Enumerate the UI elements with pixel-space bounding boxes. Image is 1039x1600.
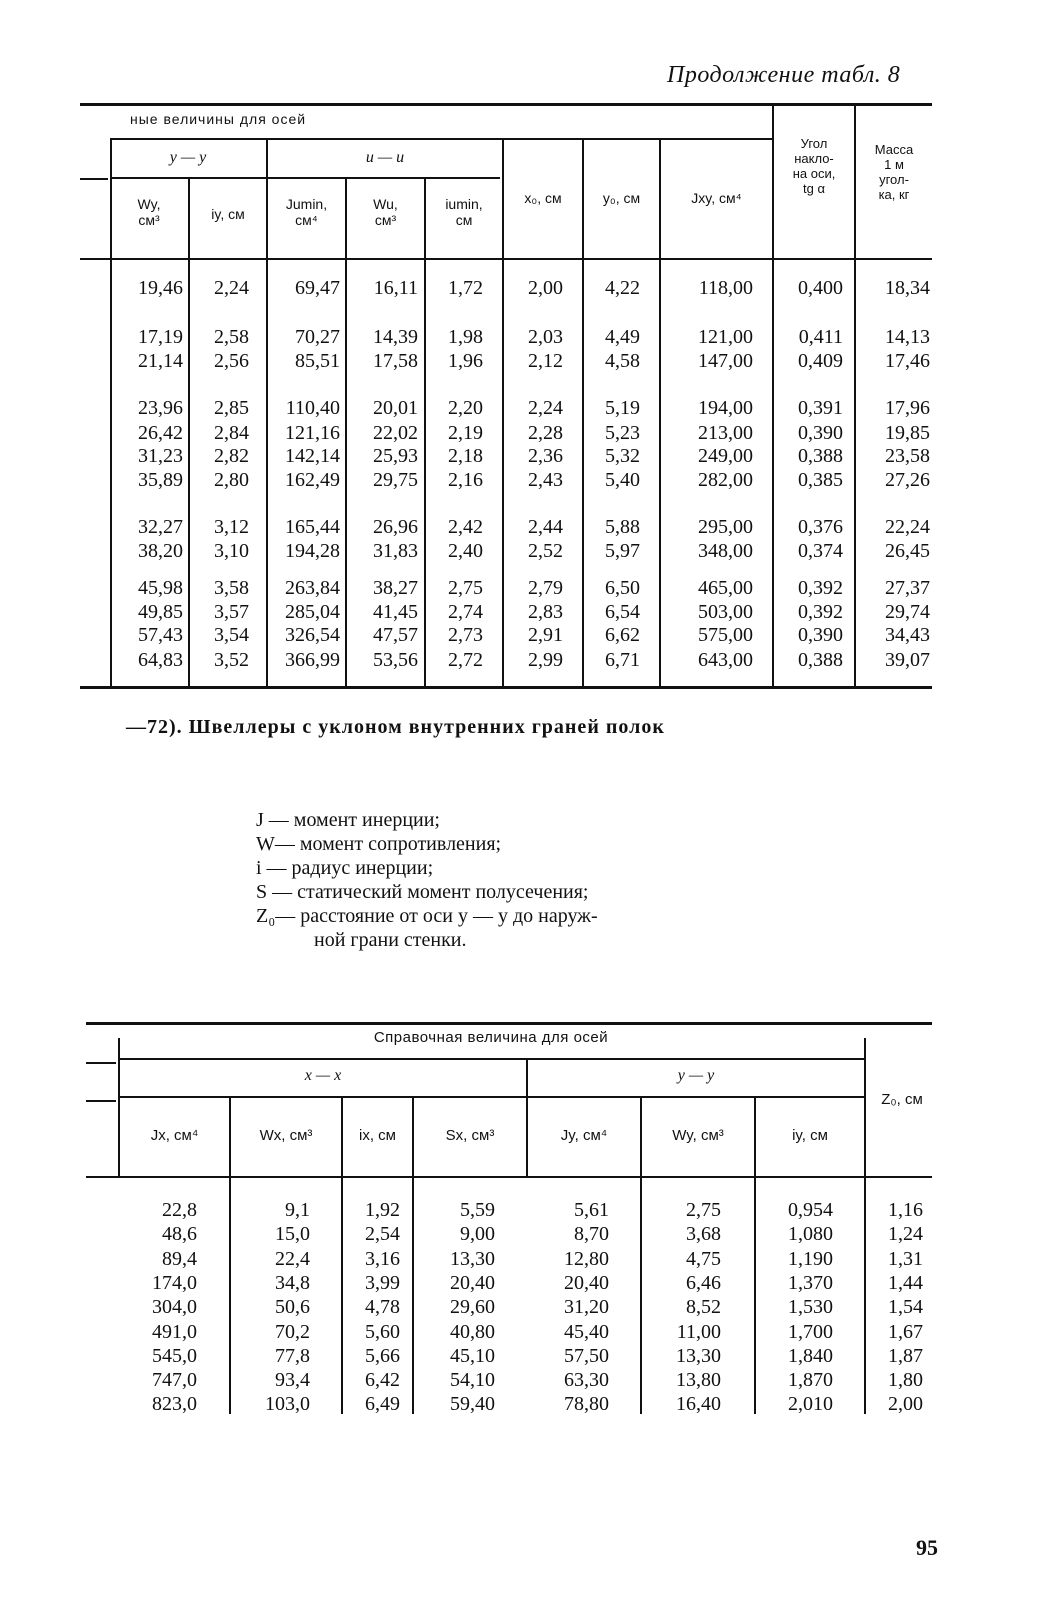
table-cell: 0,376 xyxy=(798,516,843,538)
table-cell: 2,00 xyxy=(888,1393,923,1416)
table-cell: 41,45 xyxy=(373,601,418,623)
table-cell: 26,42 xyxy=(138,422,183,444)
table-cell: 53,56 xyxy=(373,649,418,671)
table-cell: 2,73 xyxy=(448,624,483,646)
col-header-wx: Wx, см³ xyxy=(259,1127,313,1144)
table-cell: 0,390 xyxy=(798,422,843,444)
table-cell: 1,840 xyxy=(788,1344,833,1367)
table-cell: 35,89 xyxy=(138,469,183,491)
table-cell: 1,96 xyxy=(448,350,483,372)
col-header-iy2: iy, см xyxy=(792,1127,828,1144)
table-cell: 1,80 xyxy=(888,1369,923,1392)
table-cell: 0,390 xyxy=(798,624,843,646)
table-cell: 54,10 xyxy=(450,1369,495,1392)
table-cell: 1,92 xyxy=(365,1199,400,1221)
table-cell: 1,44 xyxy=(888,1271,923,1294)
table-cell: 194,00 xyxy=(698,397,753,419)
table-cell: 5,59 xyxy=(460,1199,495,1221)
table-cell: 2,43 xyxy=(528,469,563,491)
col-header-ix: ix, см xyxy=(359,1127,396,1144)
table2-z0-header: Z₀, см xyxy=(881,1091,923,1108)
table-cell: 2,42 xyxy=(448,516,483,538)
table-cell: 34,8 xyxy=(275,1271,310,1294)
table-cell: 3,54 xyxy=(214,624,249,646)
table-cell: 17,58 xyxy=(373,350,418,372)
table-cell: 142,14 xyxy=(285,445,340,467)
table-cell: 18,34 xyxy=(885,277,930,299)
table-cell: 1,67 xyxy=(888,1320,923,1343)
table-cell: 9,00 xyxy=(460,1223,495,1246)
col-header-iumin: iumin, см xyxy=(445,196,483,228)
table-cell: 26,96 xyxy=(373,516,418,538)
table2-xx-label: x — x xyxy=(304,1067,342,1084)
table-cell: 295,00 xyxy=(698,516,753,538)
table-cell: 263,84 xyxy=(285,577,340,599)
table-cell: 22,02 xyxy=(373,422,418,444)
table-cell: 11,00 xyxy=(676,1320,721,1343)
table-cell: 1,080 xyxy=(788,1223,833,1246)
table-cell: 38,20 xyxy=(138,540,183,562)
col-header-x0: x₀, см xyxy=(524,190,562,206)
table-cell: 17,19 xyxy=(138,326,183,348)
table-cell: 23,58 xyxy=(885,445,930,467)
table-cell: 17,96 xyxy=(885,397,930,419)
table-cell: 49,85 xyxy=(138,601,183,623)
table-cell: 503,00 xyxy=(698,601,753,623)
table-cell: 2,24 xyxy=(528,397,563,419)
table-cell: 165,44 xyxy=(285,516,340,538)
table-cell: 59,40 xyxy=(450,1393,495,1416)
table-cell: 545,0 xyxy=(152,1344,197,1367)
table-cell: 70,27 xyxy=(295,326,340,348)
table-cell: 491,0 xyxy=(152,1320,197,1343)
table-cell: 2,85 xyxy=(214,397,249,419)
table-cell: 2,18 xyxy=(448,445,483,467)
table-cell: 16,11 xyxy=(373,277,418,299)
table-cell: 0,388 xyxy=(798,445,843,467)
table-cell: 5,88 xyxy=(605,516,640,538)
table2-group-header: Справочная величина для осей xyxy=(373,1029,609,1046)
table-cell: 6,50 xyxy=(605,577,640,599)
table-cell: 3,58 xyxy=(214,577,249,599)
col-header-jy: Jy, см⁴ xyxy=(560,1127,608,1144)
table-cell: 89,4 xyxy=(162,1247,197,1270)
table-cell: 3,12 xyxy=(214,516,249,538)
table-cell: 823,0 xyxy=(152,1393,197,1416)
table-cell: 6,62 xyxy=(605,624,640,646)
table1-yy-label: y — y xyxy=(169,149,207,166)
table-cell: 0,391 xyxy=(798,397,843,419)
table-cell: 643,00 xyxy=(698,649,753,671)
table-cell: 0,374 xyxy=(798,540,843,562)
table-cell: 5,97 xyxy=(605,540,640,562)
table-cell: 2,16 xyxy=(448,469,483,491)
table1-group-header: ные величины для осей xyxy=(130,111,307,127)
table-cell: 70,2 xyxy=(275,1320,310,1343)
table-cell: 5,60 xyxy=(365,1320,400,1343)
table-cell: 0,388 xyxy=(798,649,843,671)
table-cell: 5,32 xyxy=(605,445,640,467)
table-cell: 5,19 xyxy=(605,397,640,419)
table-cell: 14,13 xyxy=(885,326,930,348)
table-cell: 19,85 xyxy=(885,422,930,444)
table-cell: 64,83 xyxy=(138,649,183,671)
table-cell: 5,66 xyxy=(365,1344,400,1367)
table-cell: 2,75 xyxy=(686,1199,721,1221)
col-header-wy: Wy, см³ xyxy=(137,196,161,228)
table-cell: 57,50 xyxy=(564,1344,609,1367)
table-cell: 2,44 xyxy=(528,516,563,538)
table-cell: 1,98 xyxy=(448,326,483,348)
table-cell: 22,8 xyxy=(162,1199,197,1221)
legend-item: i — радиус инерции; xyxy=(256,857,434,879)
table-cell: 0,392 xyxy=(798,577,843,599)
table-cell: 6,54 xyxy=(605,601,640,623)
table-cell: 2,72 xyxy=(448,649,483,671)
table-cell: 17,46 xyxy=(885,350,930,372)
table-cell: 2,28 xyxy=(528,422,563,444)
col-header-jumin: Jumin, см⁴ xyxy=(285,196,328,228)
table-cell: 2,00 xyxy=(528,277,563,299)
table-cell: 4,78 xyxy=(365,1296,400,1319)
table-cell: 32,27 xyxy=(138,516,183,538)
section-heading: —72). Швеллеры с уклоном внутренних граней полок xyxy=(126,716,665,738)
table-cell: 2,74 xyxy=(448,601,483,623)
table-cell: 3,10 xyxy=(214,540,249,562)
table-cell: 121,16 xyxy=(285,422,340,444)
table-cell: 0,400 xyxy=(798,277,843,299)
col-header-sx: Sx, см³ xyxy=(445,1127,495,1144)
table-cell: 9,1 xyxy=(285,1199,310,1221)
table-cell: 1,700 xyxy=(788,1320,833,1343)
table-cell: 27,37 xyxy=(885,577,930,599)
table-cell: 21,14 xyxy=(138,350,183,372)
table-cell: 5,61 xyxy=(574,1199,609,1221)
legend-item: J — момент инерции; xyxy=(256,809,440,831)
table-cell: 3,68 xyxy=(686,1223,721,1246)
table-cell: 23,96 xyxy=(138,397,183,419)
table-cell: 194,28 xyxy=(285,540,340,562)
legend-item: W— момент сопротивления; xyxy=(256,833,502,855)
col-header-wy2: Wy, см³ xyxy=(672,1127,724,1144)
table-cell: 57,43 xyxy=(138,624,183,646)
table-cell: 103,0 xyxy=(265,1393,310,1416)
table-cell: 3,52 xyxy=(214,649,249,671)
table-cell: 1,370 xyxy=(788,1271,833,1294)
table-cell: 2,82 xyxy=(214,445,249,467)
table-cell: 2,91 xyxy=(528,624,563,646)
table-cell: 465,00 xyxy=(698,577,753,599)
table-cell: 5,23 xyxy=(605,422,640,444)
legend-item: Z₀— расстояние от оси y — y до наруж- xyxy=(256,905,598,927)
table-cell: 2,79 xyxy=(528,577,563,599)
table-cell: 20,01 xyxy=(373,397,418,419)
table-cell: 4,75 xyxy=(686,1247,721,1270)
table-cell: 1,530 xyxy=(788,1296,833,1319)
table-cell: 6,46 xyxy=(686,1271,721,1294)
table-cell: 85,51 xyxy=(295,350,340,372)
table-cell: 31,83 xyxy=(373,540,418,562)
table-cell: 2,12 xyxy=(528,350,563,372)
col-header-jx: Jx, см⁴ xyxy=(150,1127,199,1144)
table-cell: 2,52 xyxy=(528,540,563,562)
table-cell: 3,16 xyxy=(365,1247,400,1270)
table-cell: 1,870 xyxy=(788,1369,833,1392)
col-header-iy: iy, см xyxy=(211,206,245,222)
table-cell: 110,40 xyxy=(285,397,340,419)
table-cell: 45,98 xyxy=(138,577,183,599)
table-cell: 45,10 xyxy=(450,1344,495,1367)
table2-yy-label: y — y xyxy=(677,1067,715,1084)
table-cell: 147,00 xyxy=(698,350,753,372)
table-cell: 0,385 xyxy=(798,469,843,491)
table-cell: 304,0 xyxy=(152,1296,197,1319)
table-cell: 31,23 xyxy=(138,445,183,467)
table-cell: 285,04 xyxy=(285,601,340,623)
legend-item: ной грани стенки. xyxy=(314,929,467,951)
table-cell: 25,93 xyxy=(373,445,418,467)
table-cell: 6,42 xyxy=(365,1369,400,1392)
table-cell: 5,40 xyxy=(605,469,640,491)
table-cell: 13,30 xyxy=(450,1247,495,1270)
table-cell: 29,75 xyxy=(373,469,418,491)
table-cell: 6,71 xyxy=(605,649,640,671)
table-cell: 1,24 xyxy=(888,1223,923,1246)
table-cell: 0,411 xyxy=(798,326,843,348)
table-cell: 47,57 xyxy=(373,624,418,646)
table-cell: 121,00 xyxy=(698,326,753,348)
table-cell: 8,70 xyxy=(574,1223,609,1246)
col-header-jxy: Jxy, см⁴ xyxy=(691,190,742,206)
table-cell: 20,40 xyxy=(450,1271,495,1294)
table-cell: 63,30 xyxy=(564,1369,609,1392)
table-cell: 282,00 xyxy=(698,469,753,491)
table-cell: 15,0 xyxy=(275,1223,310,1246)
table-cell: 29,60 xyxy=(450,1296,495,1319)
table-cell: 14,39 xyxy=(373,326,418,348)
table-cell: 2,80 xyxy=(214,469,249,491)
table-cell: 348,00 xyxy=(698,540,753,562)
table-cell: 0,409 xyxy=(798,350,843,372)
table-cell: 0,954 xyxy=(788,1199,833,1221)
table-cell: 77,8 xyxy=(275,1344,310,1367)
table-cell: 31,20 xyxy=(564,1296,609,1319)
table-cell: 13,30 xyxy=(676,1344,721,1367)
table-cell: 2,54 xyxy=(365,1223,400,1246)
table-cell: 3,57 xyxy=(214,601,249,623)
table-cell: 2,56 xyxy=(214,350,249,372)
table-cell: 50,6 xyxy=(275,1296,310,1319)
table-cell: 2,99 xyxy=(528,649,563,671)
table-cell: 1,31 xyxy=(888,1247,923,1270)
table-cell: 4,49 xyxy=(605,326,640,348)
table-cell: 174,0 xyxy=(152,1271,197,1294)
table-cell: 26,45 xyxy=(885,540,930,562)
page-number: 95 xyxy=(916,1535,938,1560)
table-cell: 1,190 xyxy=(788,1247,833,1270)
legend-item: S — статический момент полусечения; xyxy=(256,881,589,903)
table-cell: 93,4 xyxy=(275,1369,310,1392)
table-cell: 4,22 xyxy=(605,277,640,299)
table-cell: 0,392 xyxy=(798,601,843,623)
table-cell: 2,84 xyxy=(214,422,249,444)
table-cell: 22,4 xyxy=(275,1247,310,1270)
table1-angle-header: Угол накло- на оси, tg α xyxy=(792,136,836,196)
table-cell: 78,80 xyxy=(564,1393,609,1416)
table-cell: 2,58 xyxy=(214,326,249,348)
table1-mass-header: Масса 1 м угол- ка, кг xyxy=(874,142,914,202)
table-cell: 8,52 xyxy=(686,1296,721,1319)
table-cell: 213,00 xyxy=(698,422,753,444)
table-cell: 118,00 xyxy=(698,277,753,299)
table1-uu-label: u — u xyxy=(365,149,405,166)
table-cell: 747,0 xyxy=(152,1369,197,1392)
table-cell: 1,54 xyxy=(888,1296,923,1319)
table-cell: 2,20 xyxy=(448,397,483,419)
table-cell: 20,40 xyxy=(564,1271,609,1294)
table-cell: 1,87 xyxy=(888,1344,923,1367)
table-cell: 366,99 xyxy=(285,649,340,671)
table-cell: 6,49 xyxy=(365,1393,400,1416)
table-cell: 13,80 xyxy=(676,1369,721,1392)
table-cell: 22,24 xyxy=(885,516,930,538)
legend xyxy=(256,808,598,952)
table-cell: 12,80 xyxy=(564,1247,609,1270)
table-cell: 16,40 xyxy=(676,1393,721,1416)
table-cell: 575,00 xyxy=(698,624,753,646)
table-cell: 39,07 xyxy=(885,649,930,671)
table-cell: 2,83 xyxy=(528,601,563,623)
col-header-wu: Wu, см³ xyxy=(373,196,398,228)
table-cell: 3,99 xyxy=(365,1271,400,1294)
table-cell: 38,27 xyxy=(373,577,418,599)
table-cell: 29,74 xyxy=(885,601,930,623)
table-cell: 2,19 xyxy=(448,422,483,444)
table-cell: 249,00 xyxy=(698,445,753,467)
table-cell: 45,40 xyxy=(564,1320,609,1343)
table-cell: 1,16 xyxy=(888,1199,923,1221)
table-cell: 27,26 xyxy=(885,469,930,491)
table-cell: 2,75 xyxy=(448,577,483,599)
table-cell: 34,43 xyxy=(885,624,930,646)
table-caption: Продолжение табл. 8 xyxy=(667,62,901,88)
table-cell: 2,010 xyxy=(788,1393,833,1416)
table-cell: 69,47 xyxy=(295,277,340,299)
table-cell: 48,6 xyxy=(162,1223,197,1246)
col-header-y0: y₀, см xyxy=(602,190,641,206)
table-cell: 162,49 xyxy=(285,469,340,491)
table-cell: 2,03 xyxy=(528,326,563,348)
table-cell: 2,24 xyxy=(214,277,249,299)
table-cell: 4,58 xyxy=(605,350,640,372)
table-cell: 2,36 xyxy=(528,445,563,467)
table-cell: 1,72 xyxy=(448,277,483,299)
table-cell: 326,54 xyxy=(285,624,340,646)
table-cell: 19,46 xyxy=(138,277,183,299)
table-cell: 40,80 xyxy=(450,1320,495,1343)
table-cell: 2,40 xyxy=(448,540,483,562)
